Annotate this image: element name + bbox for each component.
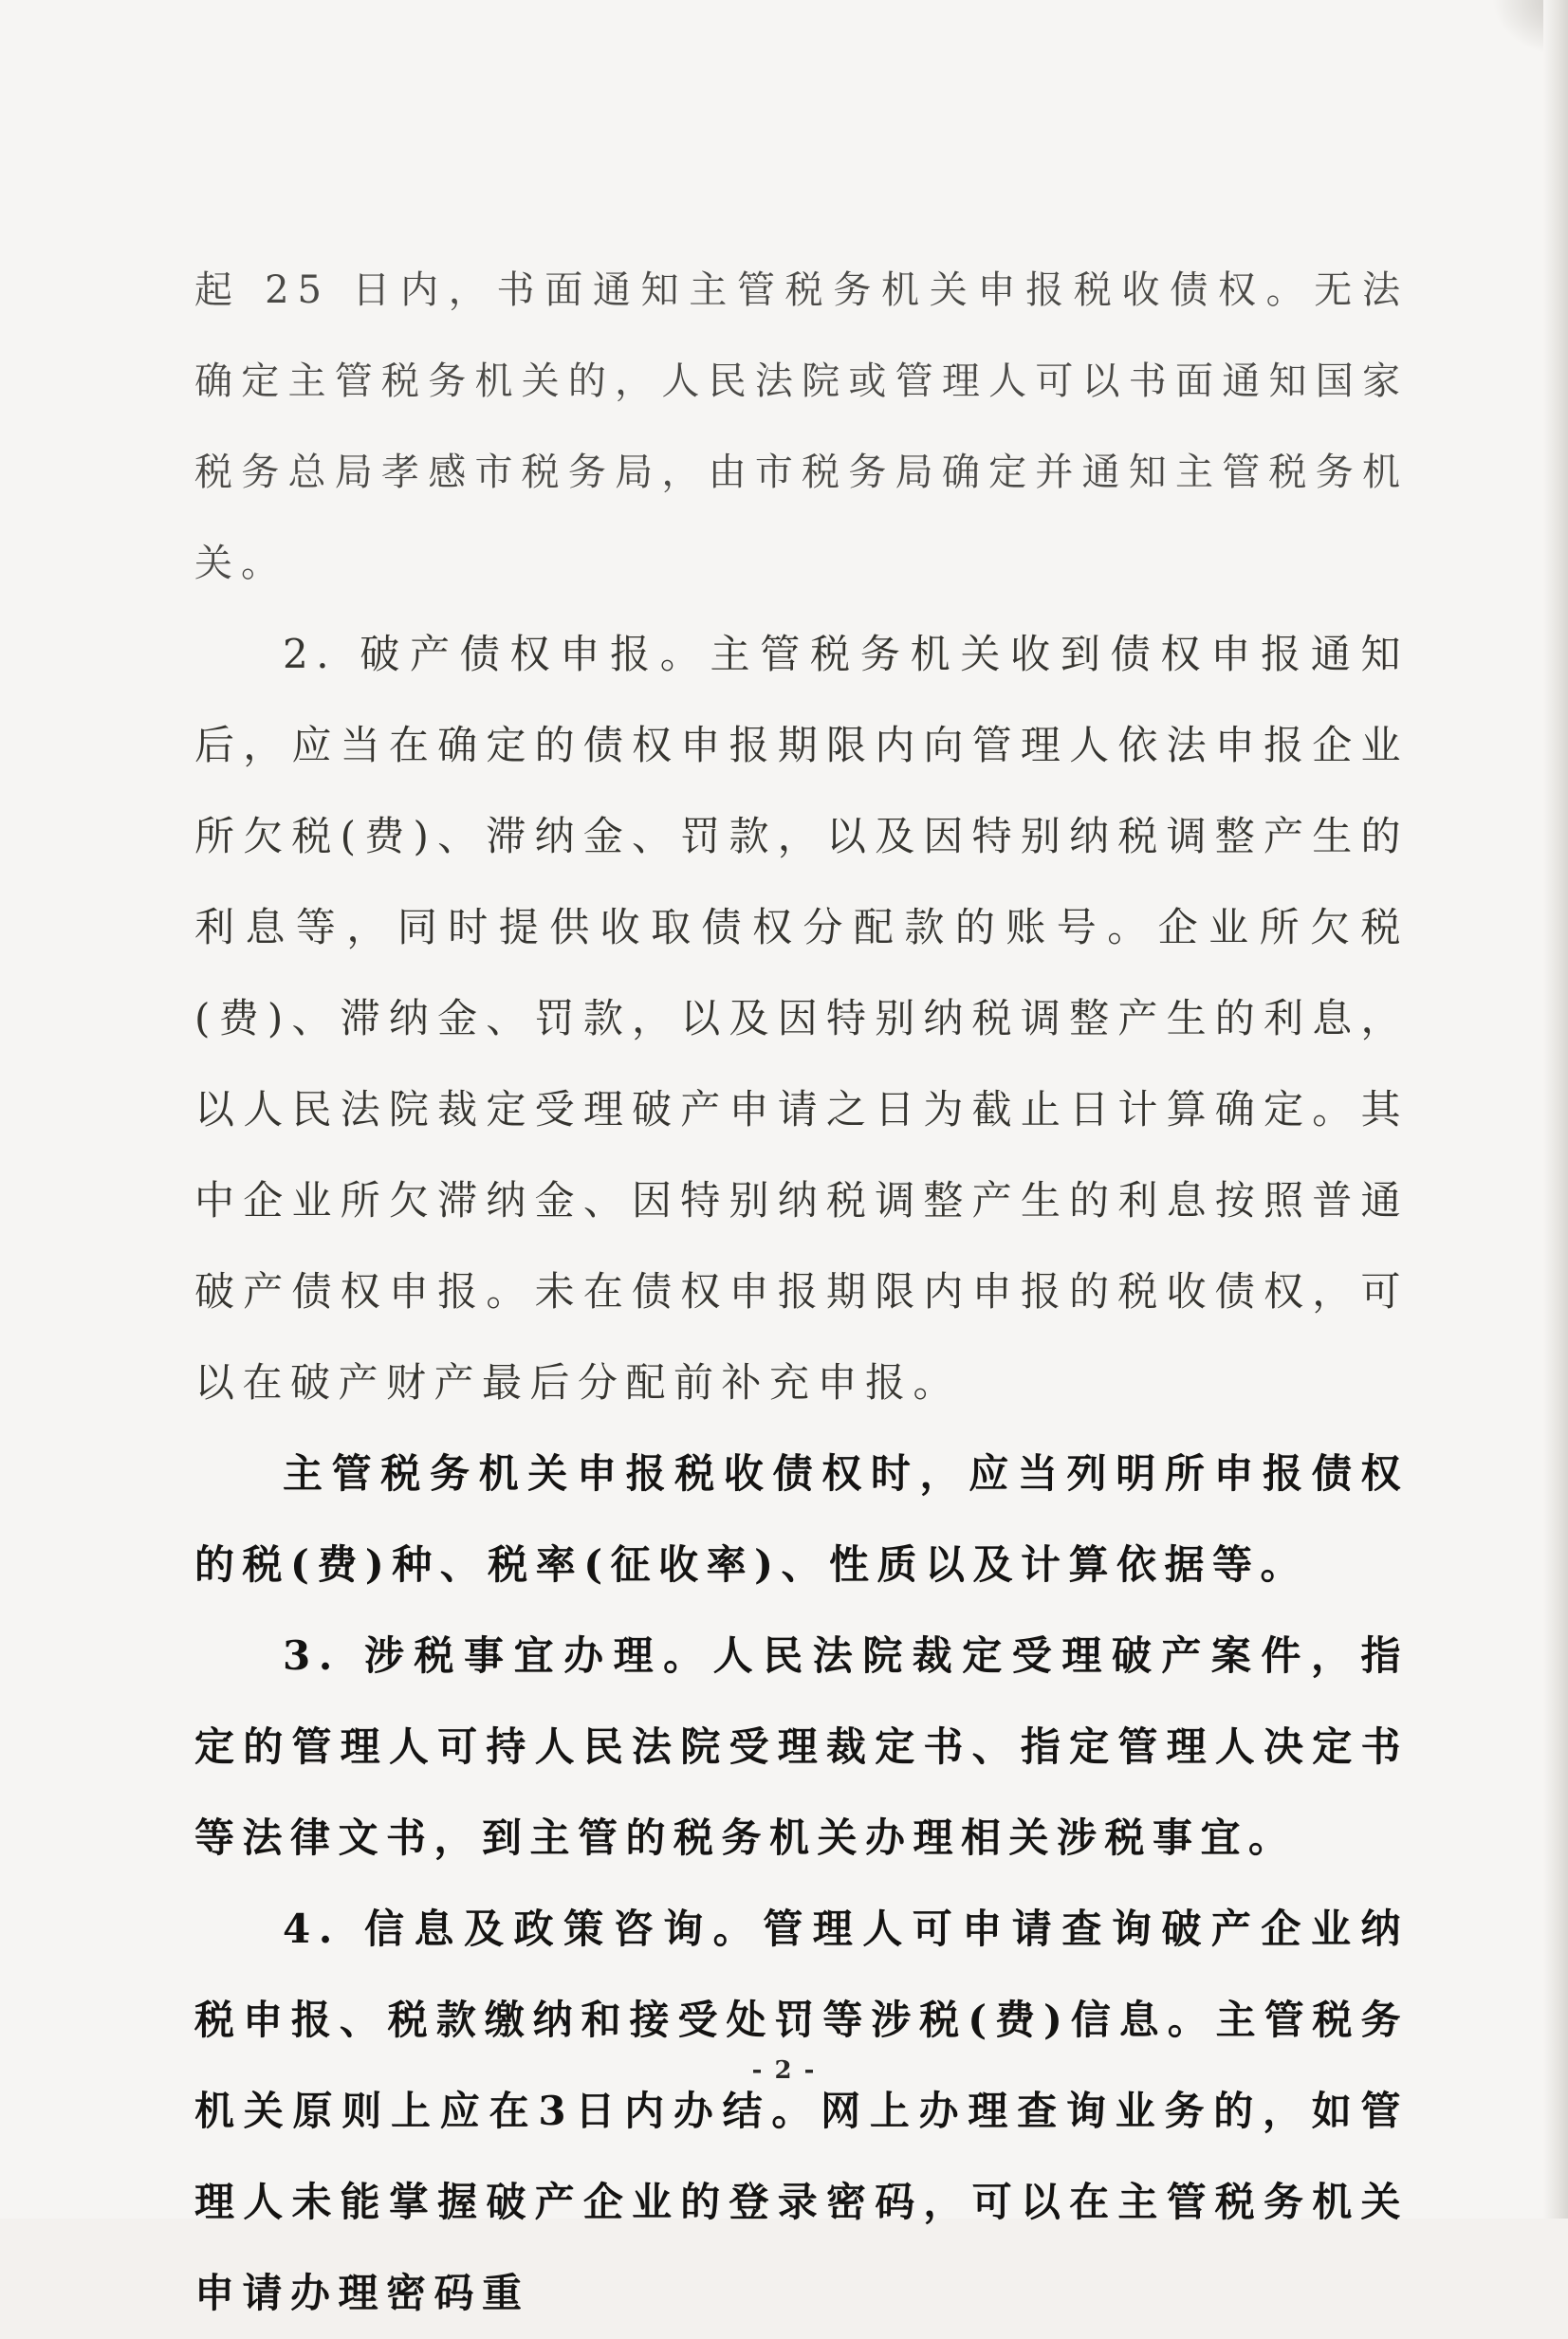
paragraph-information-consultation: 4. 信息及政策咨询。管理人可申请查询破产企业纳税申报、税款缴纳和接受处罚等涉税(费)信息。主管税务机关原则上应在3日内办结。网上办理查询业务的，如管理人未能掌握破产企业的登录密码，可以在主管税务机关申请办理密码重 <box>194 1906 1409 2316</box>
page-edge <box>1543 0 1568 2219</box>
paragraph-creditor-claim-declaration: 2. 破产债权申报。主管税务机关收到债权申报通知后，应当在确定的债权申报期限内向管理人依法申报企业所欠税(费)、滞纳金、罚款，以及因特别纳税调整产生的利息等，同时提供收取债权分配款的账号。企业所欠税(费)、滞纳金、罚款，以及因特别纳税调整产生的利息，以人民法院裁定受理破产申请之日为截止日计算确定。其中企业所欠滞纳金、因特别纳税调整产生的利息按照普通破产债权申报。未在债权申报期限内申报的税收债权，可以在破产财产最后分配前补充申报。 <box>194 631 1409 1406</box>
paragraph-tax-matters-handling: 3. 涉税事宜办理。人民法院裁定受理破产案件，指定的管理人可持人民法院受理裁定书、指定管理人决定书等法律文书，到主管的税务机关办理相关涉税事宜。 <box>194 1632 1409 1861</box>
body-text <box>194 245 1409 2339</box>
paragraph-tax-claim-details: 主管税务机关申报税收债权时，应当列明所申报债权的税(费)种、税率(征收率)、性质以及计算依据等。 <box>194 1450 1409 1588</box>
paragraph-continuation: 起 25 日内，书面通知主管税务机关申报税收债权。无法确定主管税务机关的，人民法院或管理人可以书面通知国家税务总局孝感市税务局，由市税务局确定并通知主管税务机关。 <box>194 268 1409 585</box>
page-number: - 2 - <box>751 2056 817 2085</box>
